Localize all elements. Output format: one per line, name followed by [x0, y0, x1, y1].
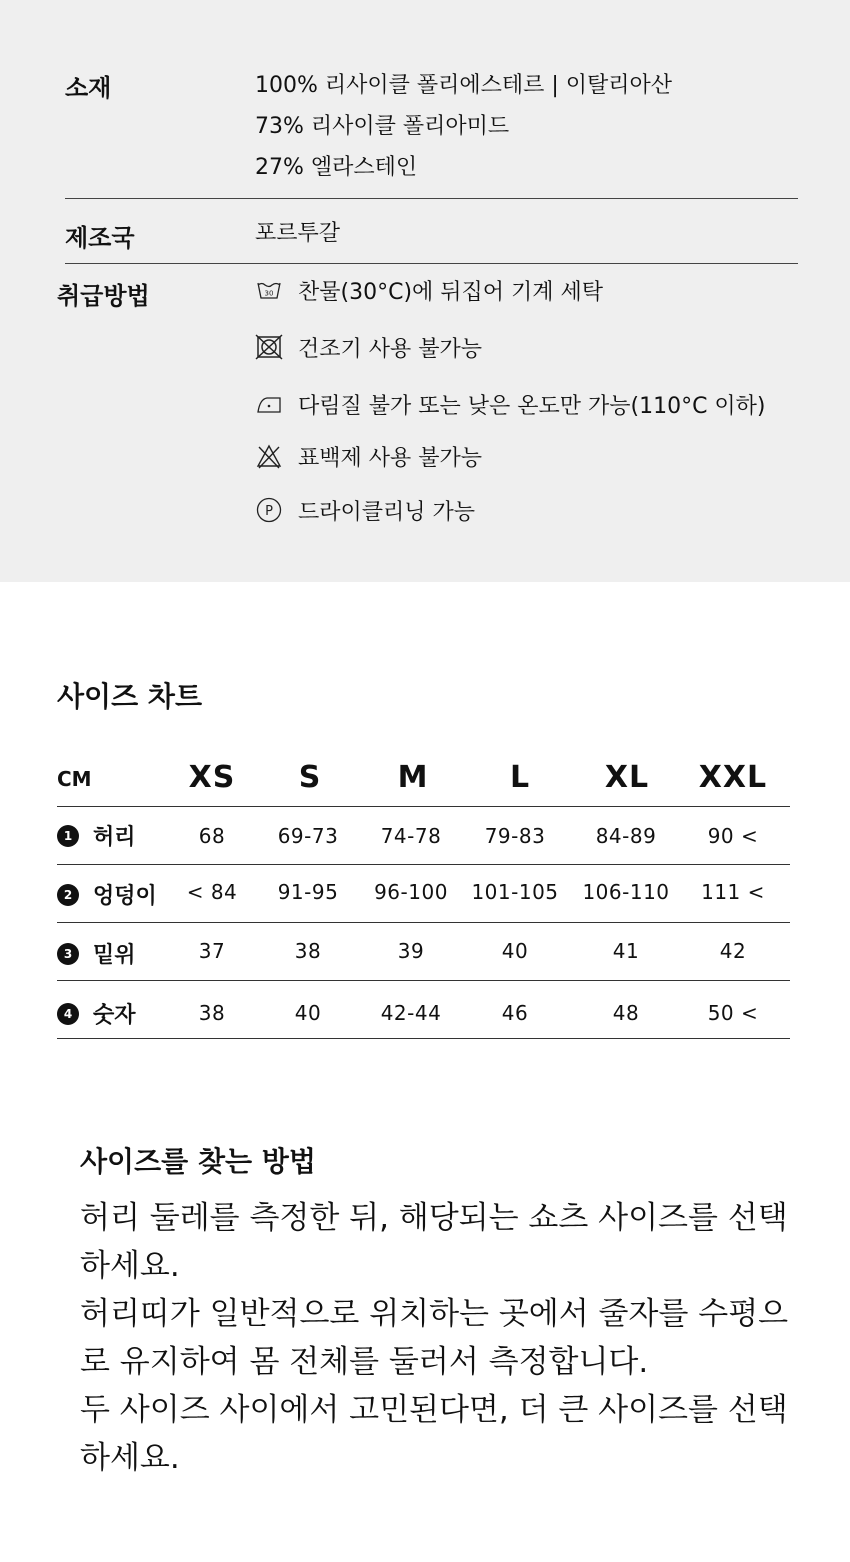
- row-label-text: 밑위: [93, 943, 136, 968]
- care-text: 찬물(30°C)에 뒤집어 기계 세탁: [298, 279, 604, 305]
- table-divider: [57, 806, 790, 807]
- row-number-badge: 2: [57, 884, 79, 906]
- size-header-xl: XL: [604, 760, 650, 795]
- divider: [65, 198, 798, 199]
- row-label-rise: [57, 938, 136, 969]
- row-label-waist: [57, 820, 136, 851]
- size-guide-line: 두 사이즈 사이에서 고민된다면, 더 큰 사이즈를 선택: [80, 1392, 788, 1428]
- size-header-xxl: XXL: [698, 760, 768, 795]
- table-cell: 84-89: [595, 824, 657, 848]
- size-guide-line: 허리띠가 일반적으로 위치하는 곳에서 줄자를 수평으: [80, 1296, 789, 1332]
- size-guide-section: [80, 1140, 789, 1482]
- size-guide-line: 허리 둘레를 측정한 뒤, 해당되는 쇼츠 사이즈를 선택: [80, 1200, 788, 1236]
- table-cell: 40: [501, 939, 529, 963]
- table-cell: 79-83: [484, 824, 546, 848]
- size-header-l: L: [509, 760, 531, 795]
- table-cell: 41: [612, 939, 640, 963]
- table-cell: 38: [198, 1001, 226, 1025]
- row-label-text: 엉덩이: [93, 884, 157, 909]
- table-divider: [57, 922, 790, 923]
- table-cell: 96-100: [374, 880, 448, 904]
- row-number-badge: 3: [57, 943, 79, 965]
- size-header-m: M: [397, 760, 429, 795]
- table-cell: 39: [397, 939, 425, 963]
- origin-label: 제조국: [65, 224, 135, 252]
- unit-label: CM: [57, 767, 92, 791]
- table-cell: 111 <: [701, 880, 765, 904]
- size-header-xs: XS: [188, 760, 236, 795]
- no-tumble-dry-icon: [255, 333, 283, 361]
- size-guide-line: 하세요.: [80, 1440, 180, 1476]
- row-number-badge: 4: [57, 1003, 79, 1025]
- table-cell: 40: [294, 1001, 322, 1025]
- care-item-dryer: [255, 332, 482, 362]
- table-cell: 50 <: [707, 1001, 759, 1025]
- care-text: 다림질 불가 또는 낮은 온도만 가능(110°C 이하): [298, 393, 766, 419]
- divider: [65, 263, 798, 264]
- row-label-hip: [57, 879, 157, 910]
- table-cell: < 84: [186, 880, 238, 904]
- table-cell: 37: [198, 939, 226, 963]
- table-cell: 42-44: [380, 1001, 442, 1025]
- row-label-text: 허리: [93, 825, 136, 850]
- origin-value: 포르투갈: [255, 221, 341, 246]
- wash-30-icon: [255, 276, 283, 304]
- care-item-dryclean: [255, 495, 475, 525]
- material-line-3: 27% 엘라스테인: [255, 155, 418, 180]
- no-bleach-icon: [255, 442, 283, 470]
- table-cell: 46: [501, 1001, 529, 1025]
- material-label: 소재: [65, 74, 112, 102]
- product-info-panel: [0, 0, 850, 582]
- svg-text:P: P: [265, 504, 273, 519]
- care-text: 표백제 사용 불가능: [298, 445, 483, 471]
- table-divider: [57, 980, 790, 981]
- size-guide-line: 하세요.: [80, 1248, 180, 1284]
- care-item-wash: [255, 275, 603, 305]
- dry-clean-p-icon: [255, 496, 283, 524]
- row-number-badge: 1: [57, 825, 79, 847]
- table-divider: [57, 864, 790, 865]
- size-header-s: S: [298, 760, 322, 795]
- size-guide-line: 로 유지하여 몸 전체를 둘러서 측정합니다.: [80, 1344, 649, 1380]
- table-cell: 42: [719, 939, 747, 963]
- material-line-2: 73% 리사이클 폴리아미드: [255, 114, 510, 139]
- table-cell: 91-95: [277, 880, 339, 904]
- table-cell: 106-110: [582, 880, 670, 904]
- table-cell: 90 <: [707, 824, 759, 848]
- care-text: 드라이클리닝 가능: [298, 499, 476, 525]
- care-item-bleach: [255, 441, 482, 471]
- care-label: 취급방법: [57, 282, 150, 310]
- table-cell: 38: [294, 939, 322, 963]
- table-cell: 101-105: [471, 880, 559, 904]
- care-text: 건조기 사용 불가능: [298, 336, 483, 362]
- table-cell: 48: [612, 1001, 640, 1025]
- material-line-1: 100% 리사이클 폴리에스테르 | 이탈리아산: [255, 73, 673, 98]
- row-label-number: [57, 998, 136, 1029]
- table-divider: [57, 1038, 790, 1039]
- row-label-text: 숫자: [93, 1003, 136, 1028]
- table-cell: 74-78: [380, 824, 442, 848]
- size-chart-title: 사이즈 차트: [57, 680, 202, 713]
- size-guide-body: [80, 1194, 789, 1482]
- table-cell: 69-73: [277, 824, 339, 848]
- svg-text:30: 30: [264, 289, 274, 298]
- table-cell: 68: [198, 824, 226, 848]
- size-guide-title: 사이즈를 찾는 방법: [80, 1145, 316, 1178]
- iron-low-icon: [255, 390, 283, 418]
- care-item-iron: [255, 389, 766, 419]
